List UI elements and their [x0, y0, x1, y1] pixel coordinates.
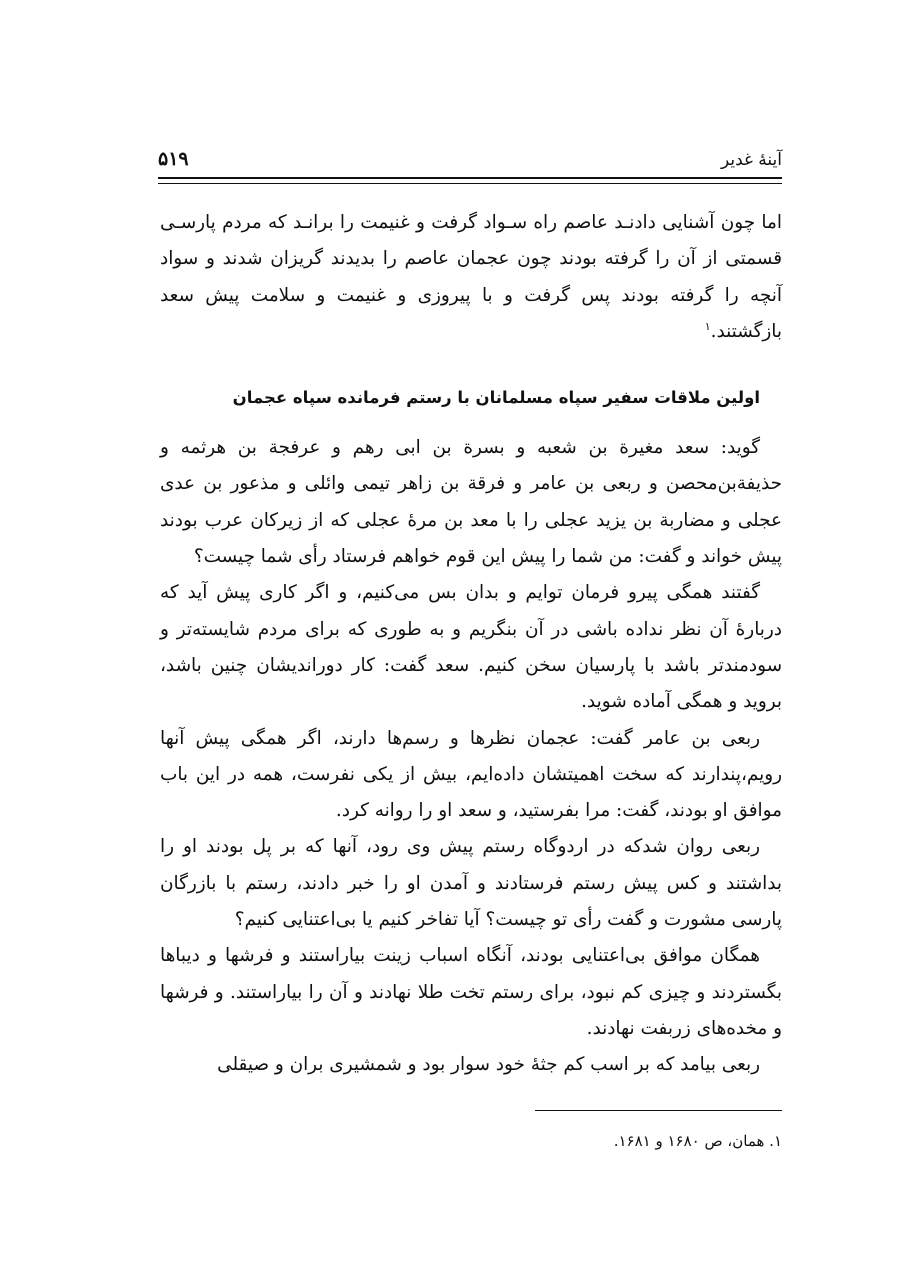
footnote-reference: ۱ — [704, 319, 711, 333]
header-rule-thick — [158, 177, 782, 179]
paragraph: گوید: سعد مغیرة بن شعبه و بسرة بن ابی رهم و عرفجة بن هرثمه و حذیفةبن‌محصن و ربعی بن عامر و فرقة بن زاهر تیمی وائلی و مذعور بن عدی عجلی و مضاربة بن یزید عجلی را با معد بن مرهٔ عجلی که از زیرکان عرب بودند پیش خواند و گفت: من شما را پیش این قوم خواهم فرستاد رأی شما چیست؟ — [160, 437, 782, 568]
paragraph: ربعی بن عامر گفت: عجمان نظرها و رسم‌ها دارند، اگر همگی پیش آنها رویم،پندارند که سخت اهمیتشان داده‌ایم، بیش از یکی نفرست، همه در این باب موافق او بودند، گفت: مرا بفرستید، و سعد او را روانه کرد. — [160, 727, 782, 822]
footnote: ۱. همان، ص ۱۶۸۰ و ۱۶۸۱. — [613, 1132, 782, 1150]
book-title: آینهٔ غدیر — [720, 150, 782, 170]
footnote-separator — [535, 1110, 782, 1111]
section-heading: اولین ملاقات سفیر سپاه مسلمانان با رستم فرمانده سپاه عجمان — [232, 388, 760, 408]
paragraph: ربعی روان شدکه در اردوگاه رستم پیش وی رود، آنها که بر پل بودند او را بداشتند و کس پیش رستم فرستادند و آمدن او را خبر دادند، رستم با بازرگان پارسی مشورت و گفت رأی تو چیست؟ آیا تفاخر کنیم یا بی‌اعتنایی کنیم؟ — [160, 836, 782, 931]
paragraph: همگان موافق بی‌اعتنایی بودند، آنگاه اسباب زینت بیاراستند و فرشها و دیباها بگستردند و چیزی کم نبود، برای رستم تخت طلا نهادند و آن را بیاراستند. و فرشها و مخده‌های زربفت نهادند. — [160, 945, 782, 1039]
paragraph — [160, 205, 782, 350]
body-text — [160, 205, 782, 1084]
running-header — [158, 148, 782, 178]
paragraph: گفتند همگی پیرو فرمان توایم و بدان بس می‌کنیم، و اگر کاری پیش آید که دربارهٔ آن نظر نداده باشی در آن بنگریم و به طوری که برای مردم شایسته‌تر و سودمندتر باشد با پارسیان سخن کنیم. سعد گفت: کار دوراندیشان چنین باشد، بروید و همگی آماده شوید. — [160, 582, 782, 713]
paragraph: ربعی بیامد که بر اسب کم جثهٔ خود سوار بود و شمشیری بران و صیقلی — [217, 1054, 760, 1076]
page-number: ۵۱۹ — [158, 148, 189, 170]
paragraph-text: اما چون آشنایی دادنـد عاصم راه سـواد گرفت و غنیمت را برانـد که مردم پارسـی قسمتی از آن را گرفته بودند چون عجمان عاصم را بدیدند گریزان شدند و سواد آنچه را گرفته بودند پس گرفت و با پیروزی و غنیمت و سلامت پیش سعد بازگشتند. — [160, 212, 782, 342]
header-rule-thin — [158, 183, 782, 184]
